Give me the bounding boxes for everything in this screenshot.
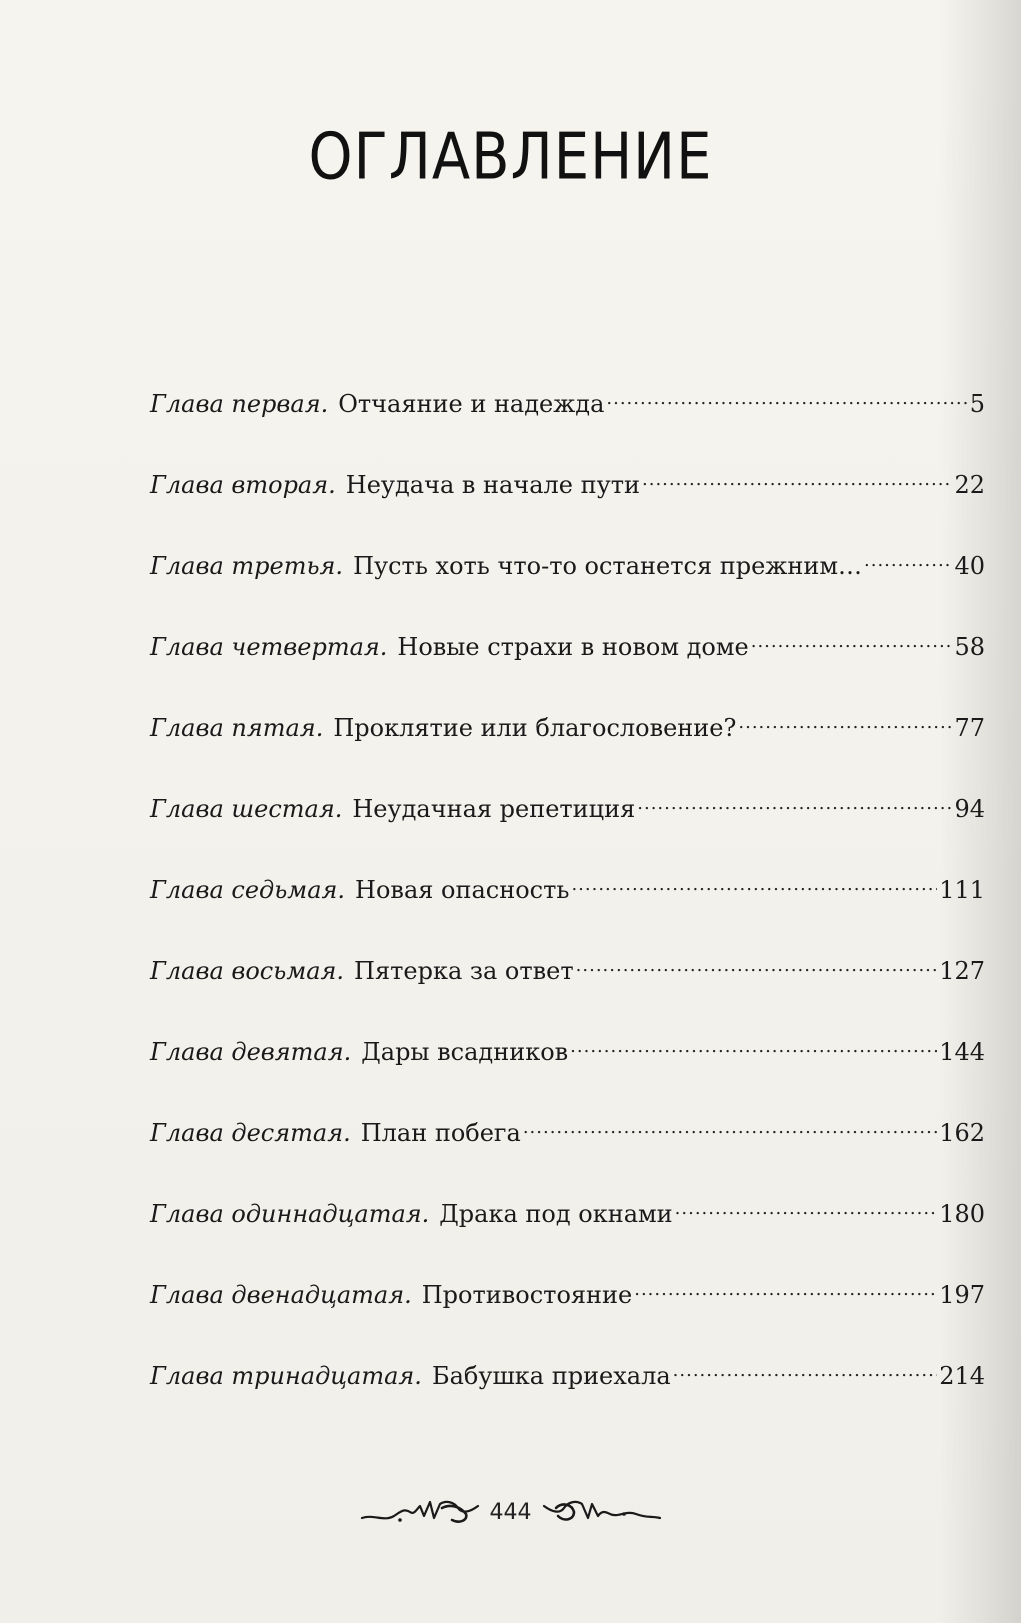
chapter-title: Пятерка за ответ xyxy=(354,957,574,985)
chapter-page: 197 xyxy=(939,1281,985,1309)
toc-entry xyxy=(150,469,985,550)
chapter-label: Глава одиннадцатая. xyxy=(150,1200,430,1228)
chapter-title: Дары всадников xyxy=(361,1038,569,1066)
chapter-page: 77 xyxy=(954,714,985,742)
chapter-label: Глава тринадцатая. xyxy=(150,1362,422,1390)
toc-entry xyxy=(150,1117,985,1198)
chapter-page: 214 xyxy=(939,1362,985,1390)
chapter-label: Глава пятая. xyxy=(150,714,324,742)
dot-leader xyxy=(864,550,952,574)
chapter-title: Драка под окнами xyxy=(439,1200,673,1228)
chapter-title: Проклятие или благословение? xyxy=(333,714,737,742)
dot-leader xyxy=(634,1279,937,1303)
chapter-label: Глава десятая. xyxy=(150,1119,351,1147)
toc-entry xyxy=(150,1036,985,1117)
toc-entry xyxy=(150,1279,985,1360)
dot-leader xyxy=(675,1198,938,1222)
dot-leader xyxy=(642,469,952,493)
chapter-title: Неудачная репетиция xyxy=(352,795,636,823)
flourish-left-icon xyxy=(360,1494,480,1530)
chapter-title: Неудача в начале пути xyxy=(345,471,640,499)
chapter-page: 144 xyxy=(939,1038,985,1066)
chapter-page: 180 xyxy=(939,1200,985,1228)
toc-entry xyxy=(150,955,985,1036)
chapter-title: Отчаяние и надежда xyxy=(338,390,605,418)
toc-entry xyxy=(150,631,985,712)
dot-leader xyxy=(523,1117,937,1141)
toc-entry xyxy=(150,388,985,469)
dot-leader xyxy=(673,1360,938,1384)
toc-entry xyxy=(150,1198,985,1279)
chapter-page: 111 xyxy=(939,876,985,904)
toc-list xyxy=(150,388,985,1441)
chapter-label: Глава первая. xyxy=(150,390,329,418)
page-footer xyxy=(0,1487,1021,1537)
chapter-label: Глава вторая. xyxy=(150,471,336,499)
toc-entry xyxy=(150,550,985,631)
page-number: 444 xyxy=(489,1499,532,1525)
chapter-label: Глава восьмая. xyxy=(150,957,345,985)
chapter-page: 127 xyxy=(939,957,985,985)
chapter-label: Глава седьмая. xyxy=(150,876,346,904)
chapter-page: 22 xyxy=(954,471,985,499)
dot-leader xyxy=(576,955,938,979)
chapter-label: Глава четвертая. xyxy=(150,633,388,661)
dot-leader xyxy=(751,631,953,655)
toc-entry xyxy=(150,1360,985,1441)
chapter-title: Бабушка приехала xyxy=(431,1362,671,1390)
chapter-title: Новые страхи в новом доме xyxy=(397,633,749,661)
dot-leader xyxy=(571,874,937,898)
flourish-right-icon xyxy=(542,1494,662,1530)
chapter-title: Противостояние xyxy=(421,1281,633,1309)
dot-leader xyxy=(570,1036,937,1060)
chapter-label: Глава девятая. xyxy=(150,1038,352,1066)
chapter-page: 94 xyxy=(954,795,985,823)
toc-entry xyxy=(150,793,985,874)
chapter-label: Глава третья. xyxy=(150,552,344,580)
chapter-title: План побега xyxy=(360,1119,521,1147)
dot-leader xyxy=(637,793,952,817)
toc-entry xyxy=(150,712,985,793)
toc-entry xyxy=(150,874,985,955)
page-title: ОГЛАВЛЕНИЕ xyxy=(308,120,713,195)
chapter-page: 58 xyxy=(954,633,985,661)
chapter-title: Новая опасность xyxy=(355,876,570,904)
chapter-page: 5 xyxy=(969,390,985,418)
chapter-title: Пусть хоть что-то останется прежним… xyxy=(353,552,863,580)
chapter-label: Глава шестая. xyxy=(150,795,343,823)
chapter-label: Глава двенадцатая. xyxy=(150,1281,412,1309)
chapter-page: 162 xyxy=(939,1119,985,1147)
chapter-page: 40 xyxy=(954,552,985,580)
dot-leader xyxy=(738,712,952,736)
dot-leader xyxy=(606,388,967,412)
